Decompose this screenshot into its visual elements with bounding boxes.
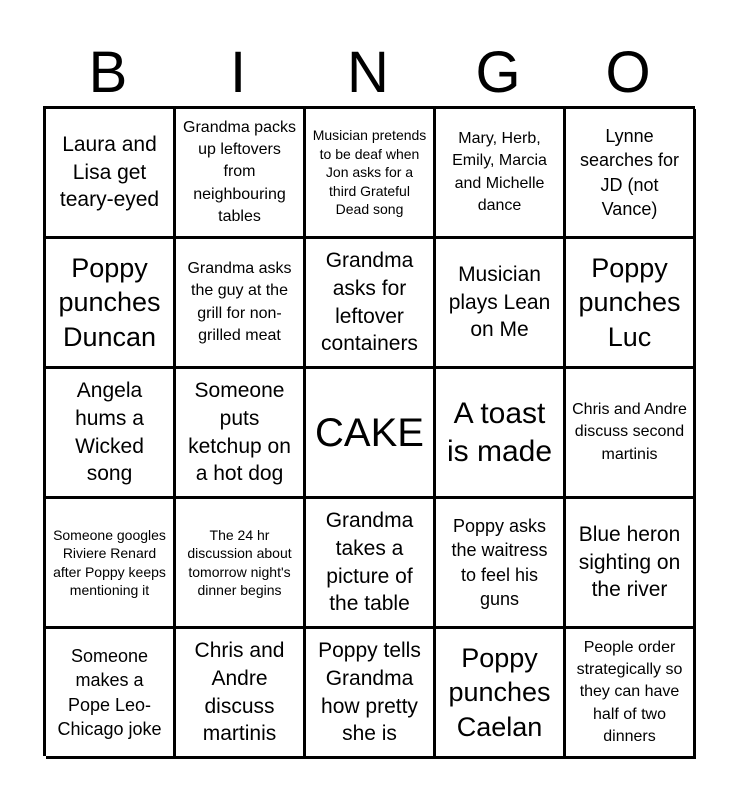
bingo-cell[interactable] <box>176 239 306 369</box>
bingo-cell[interactable] <box>46 629 176 759</box>
bingo-cell[interactable] <box>46 109 176 239</box>
cell-text: People order strategically so they can have half of two dinners <box>576 639 683 745</box>
cell-text: Someone puts ketchup on a hot dog <box>188 378 291 486</box>
cell-text: Poppy asks the waitress to feel his guns <box>451 515 548 609</box>
bingo-cell[interactable] <box>436 109 566 239</box>
bingo-cell[interactable] <box>436 629 566 759</box>
bingo-cell[interactable] <box>306 239 436 369</box>
bingo-cell[interactable] <box>436 499 566 629</box>
cell-text: Laura and Lisa get teary-eyed <box>59 132 160 212</box>
cell-text: Musician pretends to be deaf when Jon asks for a third Grateful Dead song <box>312 127 427 218</box>
cell-text: Chris and Andre discuss second martinis <box>572 401 687 463</box>
cell-text: Chris and Andre discuss martinis <box>194 638 285 746</box>
bingo-cell[interactable] <box>566 109 696 239</box>
cell-text: Poppy punches Caelan <box>448 643 551 742</box>
header-letter-g: G <box>475 40 521 105</box>
cell-text: Poppy punches Duncan <box>58 253 161 352</box>
bingo-cell[interactable] <box>436 239 566 369</box>
cell-text: Someone makes a Pope Leo-Chicago joke <box>57 645 162 739</box>
header-letter-o: O <box>605 40 651 105</box>
cell-text: A toast is made <box>446 397 553 468</box>
bingo-cell[interactable] <box>46 499 176 629</box>
cell-text: Mary, Herb, Emily, Marcia and Michelle dance <box>452 130 547 214</box>
cell-text: Someone googles Riviere Renard after Poppy keeps mentioning it <box>53 526 166 598</box>
cell-text: Poppy tells Grandma how pretty she is <box>318 638 421 746</box>
cell-text: CAKE <box>315 410 424 455</box>
cell-text: Musician plays Lean on Me <box>448 262 551 342</box>
bingo-cell[interactable] <box>306 629 436 759</box>
header-letter-i: I <box>229 40 247 105</box>
header-letter-b: B <box>88 40 128 105</box>
bingo-cell[interactable] <box>306 109 436 239</box>
bingo-cell[interactable] <box>306 499 436 629</box>
bingo-cell[interactable] <box>176 629 306 759</box>
bingo-cell[interactable] <box>46 239 176 369</box>
cell-text: Grandma asks the guy at the grill for non-grilled meat <box>187 260 292 344</box>
cell-text: Lynne searches for JD (not Vance) <box>579 125 680 219</box>
bingo-cell[interactable] <box>566 629 696 759</box>
cell-text: The 24 hr discussion about tomorrow night's dinner begins <box>187 526 292 598</box>
cell-text: Grandma takes a picture of the table <box>325 508 414 616</box>
bingo-cell[interactable] <box>176 109 306 239</box>
bingo-cell[interactable] <box>566 499 696 629</box>
header-letter-n: N <box>347 40 389 105</box>
bingo-cell[interactable] <box>176 499 306 629</box>
cell-text: Grandma packs up leftovers from neighbouring tables <box>183 119 296 225</box>
bingo-cell[interactable] <box>46 369 176 499</box>
cell-text: Angela hums a Wicked song <box>75 378 144 486</box>
bingo-header <box>43 40 693 106</box>
bingo-cell[interactable] <box>436 369 566 499</box>
bingo-cell[interactable] <box>176 369 306 499</box>
cell-text: Blue heron sighting on the river <box>578 522 681 602</box>
bingo-cell[interactable] <box>566 239 696 369</box>
bingo-cell[interactable] <box>566 369 696 499</box>
free-space-cell[interactable] <box>306 369 436 499</box>
bingo-board <box>43 106 695 756</box>
cell-text: Poppy punches Luc <box>578 253 681 352</box>
cell-text: Grandma asks for leftover containers <box>321 248 418 356</box>
